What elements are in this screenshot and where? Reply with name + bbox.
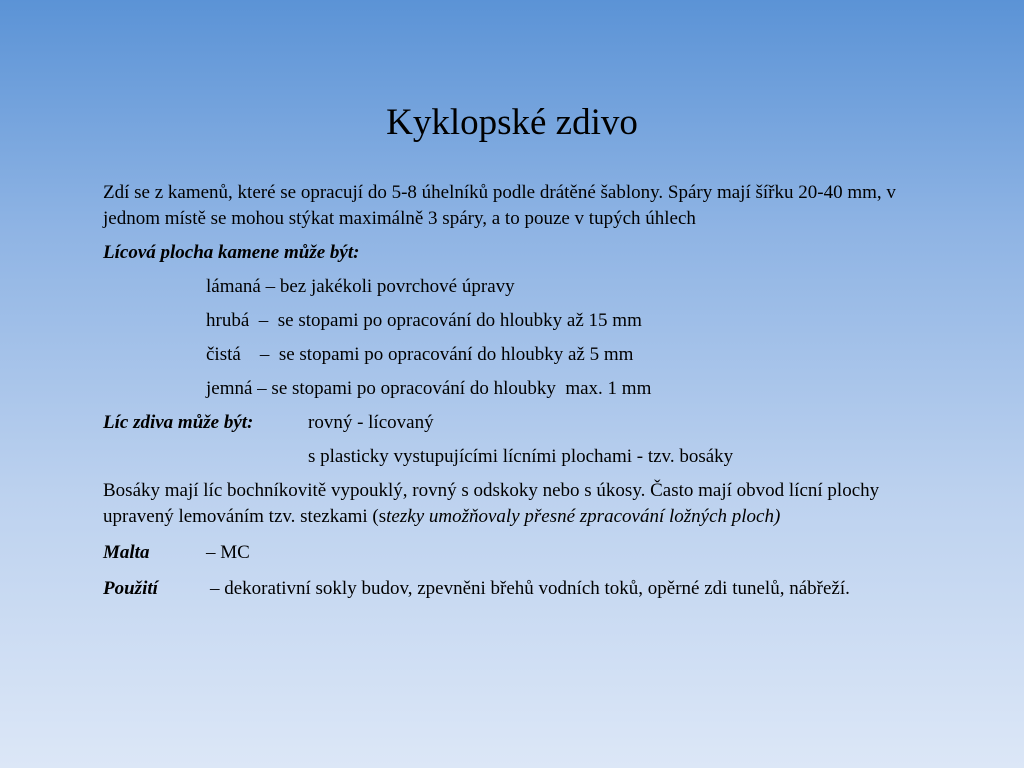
licova-item: lámaná – bez jakékoli povrchové úpravy (206, 276, 515, 297)
licova-item: čistá – se stopami po opracování do hloubky až 5 mm (206, 344, 634, 365)
lic-zdiva-label: Líc zdiva může být: (103, 412, 254, 433)
slide-body (103, 180, 943, 602)
licova-item: hrubá – se stopami po opracování do hloubky až 15 mm (206, 310, 642, 331)
malta-value: – MC (206, 542, 250, 563)
bosaky-text: Bosáky mají líc bochníkovitě vypouklý, rovný s odskoky nebo s úkosy. Často mají obvod lícní plochy upravený lemováním tzv. stezkami (s (103, 480, 880, 527)
lic-zdiva-item: s plasticky vystupujícími lícními plochami - tzv. bosáky (308, 446, 734, 467)
licova-heading-label: Lícová plocha kamene může být: (103, 242, 360, 263)
lic-zdiva-row (103, 410, 943, 436)
bosaky-paragraph (103, 478, 943, 530)
pouziti-label: Použití (103, 578, 158, 599)
pouziti-row (103, 576, 943, 602)
licova-item: jemná – se stopami po opracování do hloubky max. 1 mm (206, 378, 652, 399)
intro-paragraph: Zdí se z kamenů, které se opracují do 5-8 úhelníků podle drátěné šablony. Spáry mají šířku 20-40 mm, v jednom místě se mohou stýkat maximálně 3 spáry, a to pouze v tupých úhlech (103, 182, 896, 229)
malta-row (103, 540, 943, 566)
licova-heading (103, 240, 943, 266)
lic-zdiva-item: rovný - lícovaný (308, 412, 434, 433)
pouziti-value: – dekorativní sokly budov, zpevněni břehů vodních toků, opěrné zdi tunelů, nábřeží. (210, 578, 850, 599)
bosaky-italic-text: tezky umožňovaly přesné zpracování ložných ploch) (386, 506, 781, 527)
malta-label: Malta (103, 542, 150, 563)
slide-title: Kyklopské zdivo (386, 102, 638, 143)
